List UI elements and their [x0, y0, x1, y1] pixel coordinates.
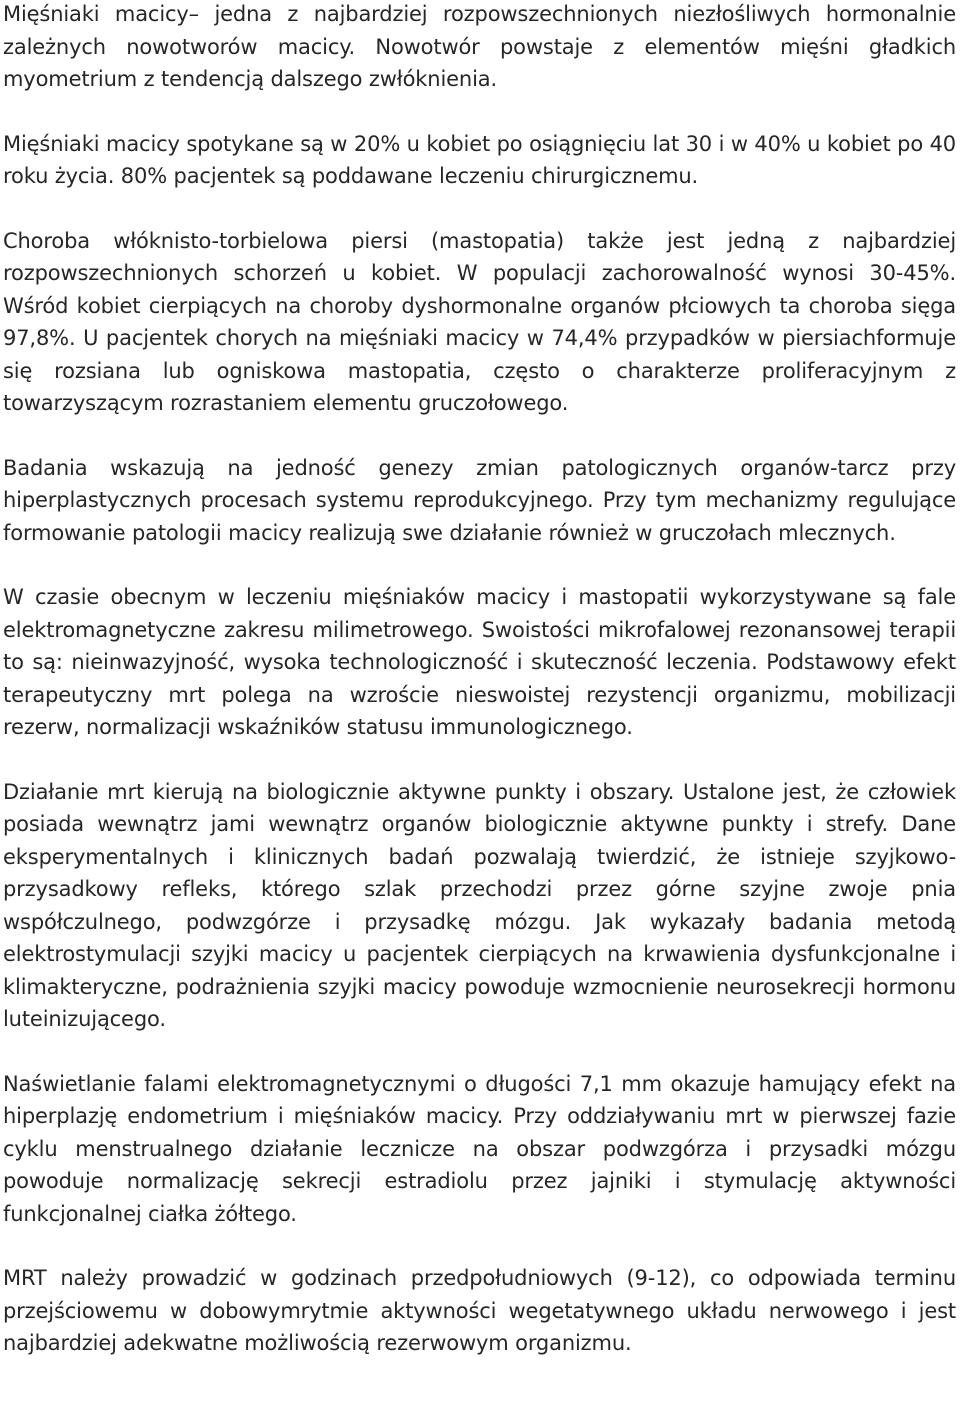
paragraph-mrt-schedule: MRT należy prowadzić w godzinach przedpołudniowych (9-12), co odpowiada terminu przejściowemu w dobowymrytmie aktywności wegetatywnego układu nerwowego i jest najbardziej adekwatne możliwością rezerwowym organizmu.: [3, 1266, 956, 1355]
paragraph-mrt-active-points: Działanie mrt kierują na biologicznie aktywne punkty i obszary. Ustalone jest, że człowiek posiada wewnątrz jami wewnątrz organów biologicznie aktywne punkty i strefy. Dane eksperymentalnych i klinicznych badań pozwalają twierdzić, że istnieje szyjkowo-przysadkowy refleks, którego szlak przechodzi przez górne szyjne zwoje pnia współczulnego, podwzgórze i przysadkę mózgu. Jak wykazały badania metodą elektrostymulacji szyjki macicy u pacjentek cierpiących na krwawienia dysfunkcjonalne i klimakteryczne, podrażnienia szyjki macicy powoduje wzmocnienie neurosekrecji hormonu luteinizującego.: [3, 779, 956, 1031]
paragraph-irradiation-effect: Naświetlanie falami elektromagnetycznymi o długości 7,1 mm okazuje hamujący efekt na hiperplazję endometrium i mięśniaków macicy. Przy oddziaływaniu mrt w pierwszej fazie cyklu menstrualnego działanie lecznicze na obszar podwzgórza i przysadki mózgu powoduje normalizację sekrecji estradiolu przez jajniki i stymulację aktywności funkcjonalnej ciałka żółtego.: [3, 1071, 956, 1226]
paragraph-fibroids-definition: Mięśniaki macicy– jedna z najbardziej rozpowszechnionych niezłośliwych hormonalnie zależnych nowotworów macicy. Nowotwór powstaje z elementów mięśni gładkich myometrium z tendencją dalszego zwłóknienia.: [3, 2, 956, 91]
paragraph-research-genesis: Badania wskazują na jedność genezy zmian patologicznych organów-tarcz przy hiperplastycznych procesach systemu reprodukcyjnego. Przy tym mechanizmy regulujące formowanie patologii macicy realizują swe działanie również w gruczołach mlecznych.: [3, 455, 956, 545]
paragraph-mrt-treatment: W czasie obecnym w leczeniu mięśniaków macicy i mastopatii wykorzystywane są fale elektromagnetyczne zakresu milimetrowego. Swoistości mikrofalowej rezonansowej terapii to są: nieinwazyjność, wysoka technologiczność i skuteczność leczenia. Podstawowy efekt terapeutyczny mrt polega na wzroście nieswoistej rezystencji organizmu, mobilizacji rezerw, normalizacji wskaźników statusu immunologicznego.: [3, 585, 956, 739]
paragraph-fibroids-prevalence: Mięśniaki macicy spotykane są w 20% u kobiet po osiągnięciu lat 30 i w 40% u kobiet po 40 roku życia. 80% pacjentek są poddawane leczeniu chirurgicznemu.: [3, 131, 956, 188]
paragraph-mastopathy: Choroba włóknisto-torbielowa piersi (mastopatia) także jest jedną z najbardziej rozpowszechnionych schorzeń u kobiet. W populacji zachorowalność wynosi 30-45%. Wśród kobiet cierpiących na choroby dyshormonalne organów płciowych ta choroba sięga 97,8%. U pacjentek chorych na mięśniaki macicy w 74,4% przypadków w piersiachformuje się rozsiana lub ogniskowa mastopatia, często o charakterze proliferacyjnym z towarzyszącym rozrastaniem elementu gruczołowego.: [3, 228, 956, 415]
